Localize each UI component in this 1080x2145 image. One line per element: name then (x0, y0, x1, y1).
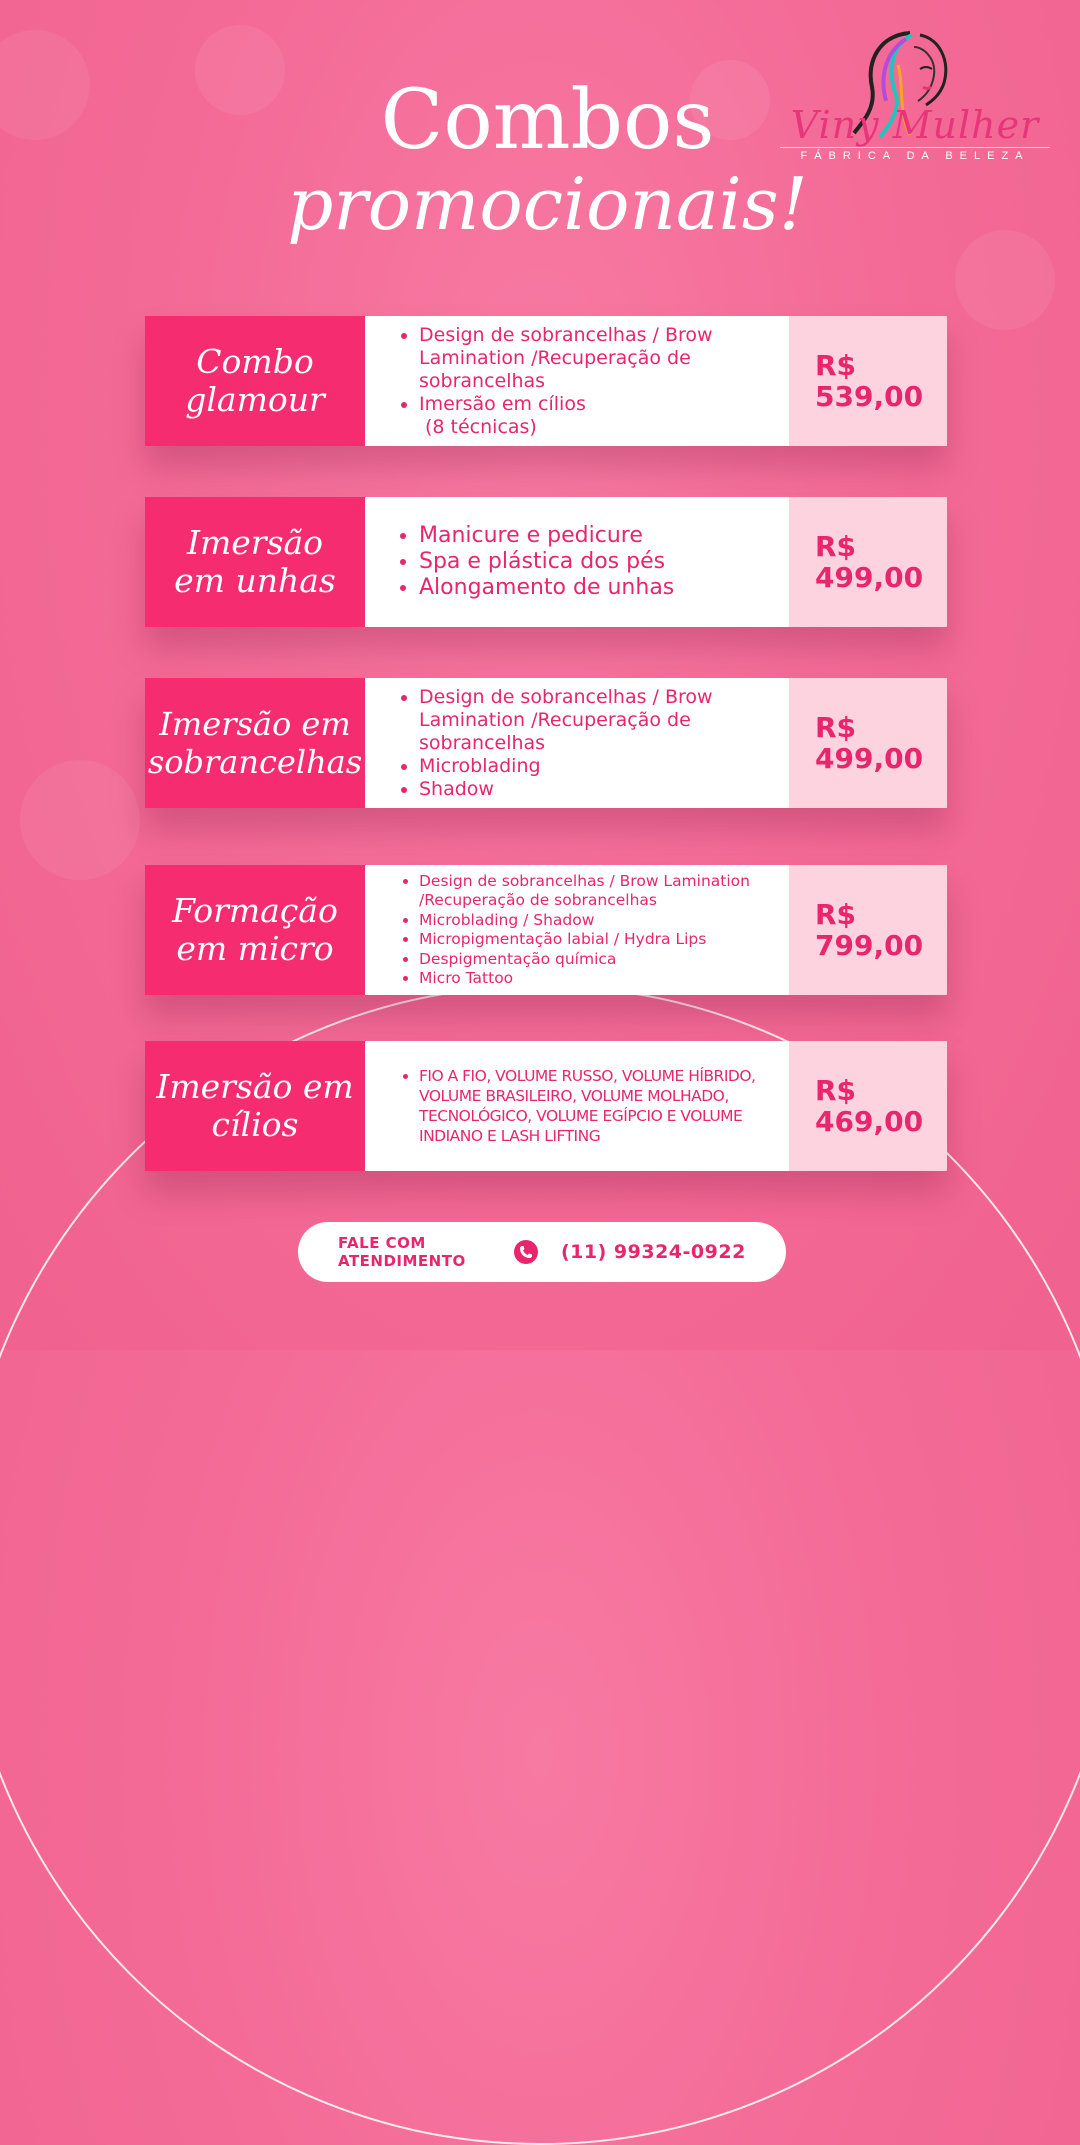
page-title: Combos (380, 73, 715, 168)
combo-price (789, 1041, 947, 1171)
combo-items (365, 497, 789, 627)
combo-items (365, 678, 789, 808)
page-subtitle: promocionais! (287, 162, 808, 246)
contact-label: FALE COM ATENDIMENTO (338, 1234, 466, 1270)
list-item: • Alongamento de unhas (419, 575, 674, 601)
brand-name: Viny Mulher (790, 103, 1040, 147)
combo-card-unhas (145, 497, 947, 627)
list-item: • Manicure e pedicure (419, 523, 674, 549)
list-item: • Micropigmentação labial / Hydra Lips (419, 930, 769, 950)
combo-card-sobrancelhas (145, 678, 947, 808)
price-value: 539,00 (815, 380, 924, 413)
combo-name: Formação em micro (145, 865, 365, 995)
combo-name: Imersão em unhas (145, 497, 365, 627)
combo-name: Combo glamour (145, 316, 365, 446)
combo-items (365, 316, 789, 446)
price-value: 799,00 (815, 929, 924, 962)
list-item: • Design de sobrancelhas / Brow Lamination /Recuperação de sobrancelhas (419, 872, 769, 911)
combo-items-list (397, 324, 769, 439)
price-value: 499,00 (815, 742, 924, 775)
price-currency: R$ (815, 711, 857, 744)
bokeh-decoration (20, 760, 140, 880)
combo-items (365, 865, 789, 995)
combo-items-list (397, 1066, 769, 1146)
price-currency: R$ (815, 530, 857, 563)
list-item: • Despigmentação química (419, 950, 769, 970)
combo-name: Imersão em sobrancelhas (145, 678, 365, 808)
list-item: • FIO A FIO, VOLUME RUSSO, VOLUME HÍBRIDO, VOLUME BRASILEIRO, VOLUME MOLHADO, TECNOLÓGICO, VOLUME EGÍPCIO E VOLUME INDIANO E LASH LIFTING (419, 1066, 769, 1146)
combo-card-glamour (145, 316, 947, 446)
combo-items (365, 1041, 789, 1171)
combo-items-list (397, 872, 769, 989)
combo-items-list (397, 523, 674, 601)
list-item: • Design de sobrancelhas / Brow Lamination /Recuperação de sobrancelhas (419, 686, 769, 755)
price-currency: R$ (815, 349, 857, 382)
combo-price (789, 678, 947, 808)
price-currency: R$ (815, 1074, 857, 1107)
list-item (419, 393, 769, 439)
combo-price (789, 316, 947, 446)
list-item-text: Imersão em cílios (419, 392, 586, 415)
list-item: • Spa e plástica dos pés (419, 549, 674, 575)
bokeh-decoration (955, 230, 1055, 330)
brand-tagline: FÁBRICA DA BELEZA (780, 147, 1050, 162)
list-item-note: (8 técnicas) (425, 415, 537, 438)
list-item: • Design de sobrancelhas / Brow Lamination /Recuperação de sobrancelhas (419, 324, 769, 393)
price-value: 469,00 (815, 1105, 924, 1138)
price-currency: R$ (815, 898, 857, 931)
combo-name: Imersão em cílios (145, 1041, 365, 1171)
list-item: • Microblading (419, 755, 769, 778)
contact-button[interactable] (298, 1222, 786, 1282)
combo-card-cilios (145, 1041, 947, 1171)
combo-price (789, 497, 947, 627)
list-item: • Micro Tattoo (419, 969, 769, 989)
combo-items-list (397, 686, 769, 801)
phone-number: (11) 99324-0922 (561, 1241, 746, 1263)
combo-price (789, 865, 947, 995)
price-value: 499,00 (815, 561, 924, 594)
phone-icon (513, 1239, 539, 1265)
combo-card-micro (145, 865, 947, 995)
list-item: • Microblading / Shadow (419, 911, 769, 931)
list-item: • Shadow (419, 778, 769, 801)
